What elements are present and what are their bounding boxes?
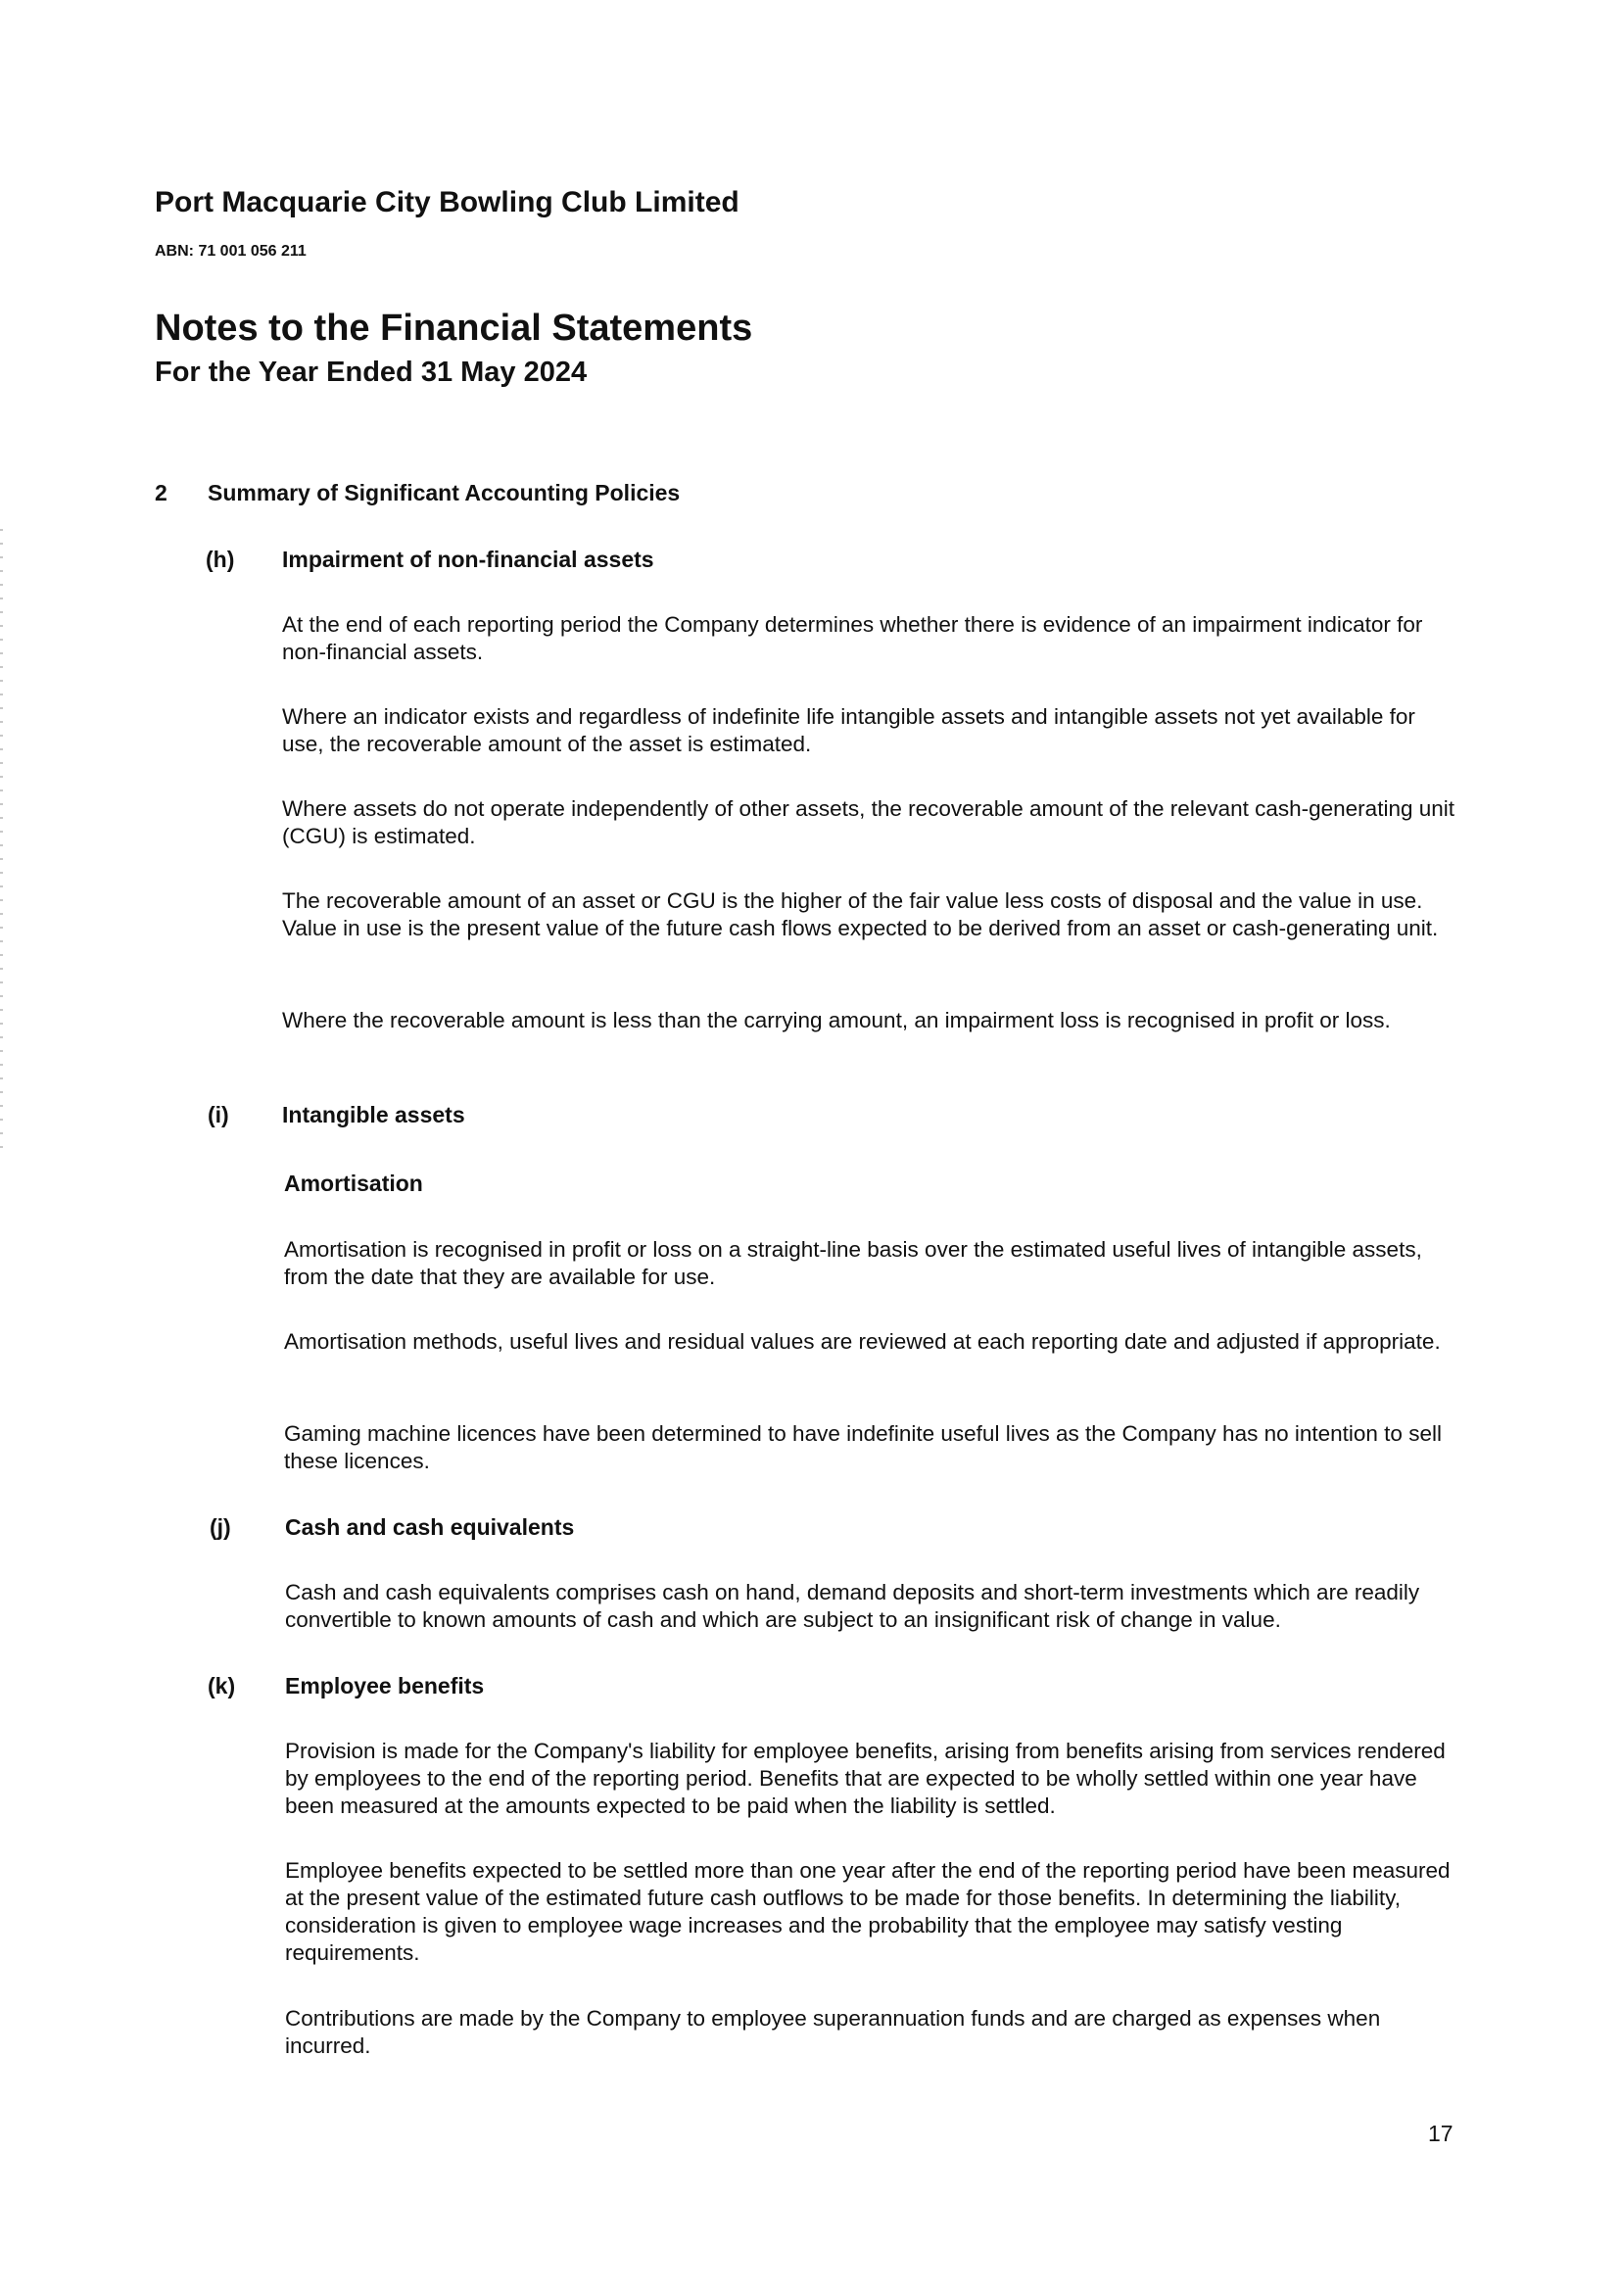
i-paragraph: Gaming machine licences have been determined to have indefinite useful lives as the Company has no intention to sell these licences. (284, 1421, 1442, 1473)
document-title: Notes to the Financial Statements (155, 308, 753, 349)
h-paragraph: At the end of each reporting period the Company determines whether there is evidence of an impairment indicator for non-financial assets. (282, 612, 1423, 664)
i-paragraph: Amortisation is recognised in profit or loss on a straight-line basis over the estimated useful lives of intangible assets, from the date that they are available for use. (284, 1237, 1422, 1289)
h-paragraph: The recoverable amount of an asset or CGU is the higher of the fair value less costs of disposal and the value in use. Value in use is the present value of the future cash flows expected to be derived from an asset or cash-generating unit. (282, 888, 1439, 940)
j-paragraph: Cash and cash equivalents comprises cash on hand, demand deposits and short-term investments which are readily convertible to known amounts of cash and which are subject to an insignificant risk of change in value. (285, 1580, 1420, 1632)
page-number: 17 (1428, 2121, 1453, 2146)
subsection-k-letter: (k) (208, 1673, 236, 1698)
subsection-k-title: Employee benefits (285, 1673, 485, 1698)
document-subtitle: For the Year Ended 31 May 2024 (155, 357, 588, 388)
i-paragraph: Amortisation methods, useful lives and residual values are reviewed at each reporting date and adjusted if appropriate. (284, 1329, 1441, 1354)
k-paragraph: Contributions are made by the Company to employee superannuation funds and are charged as expenses when incurred. (285, 2006, 1381, 2058)
subsection-j-letter: (j) (210, 1514, 231, 1540)
h-paragraph: Where assets do not operate independently of other assets, the recoverable amount of the relevant cash-generating unit (CGU) is estimated. (282, 796, 1454, 848)
subsection-j-title: Cash and cash equivalents (285, 1514, 575, 1540)
h-paragraph: Where an indicator exists and regardless of indefinite life intangible assets and intangible assets not yet available for use, the recoverable amount of the asset is estimated. (282, 704, 1415, 756)
subsection-h-letter: (h) (206, 547, 235, 572)
subsection-i-subheading: Amortisation (284, 1171, 423, 1196)
abn-number: ABN: 71 001 056 211 (155, 243, 307, 260)
section-number: 2 (155, 480, 167, 505)
k-paragraph: Employee benefits expected to be settled more than one year after the end of the reporting period have been measured at the present value of the estimated future cash outflows to be made for those benefits. In determining the liability, consideration is given to employee wage increases and the probability that the employee may satisfy vesting requirements. (285, 1858, 1451, 1965)
h-paragraph: Where the recoverable amount is less than the carrying amount, an impairment loss is recognised in profit or loss. (282, 1008, 1391, 1032)
subsection-i-letter: (i) (208, 1102, 229, 1127)
subsection-h-title: Impairment of non-financial assets (282, 547, 654, 572)
company-name: Port Macquarie City Bowling Club Limited (155, 186, 739, 218)
scan-edge-artifact (0, 529, 3, 1156)
section-title: Summary of Significant Accounting Policies (208, 480, 681, 505)
subsection-i-title: Intangible assets (282, 1102, 465, 1127)
k-paragraph: Provision is made for the Company's liability for employee benefits, arising from benefits arising from services rendered by employees to the end of the reporting period. Benefits that are expected to be wholly settled within one year have been measured at the amounts expected to be paid when the liability is settled. (285, 1739, 1446, 1818)
